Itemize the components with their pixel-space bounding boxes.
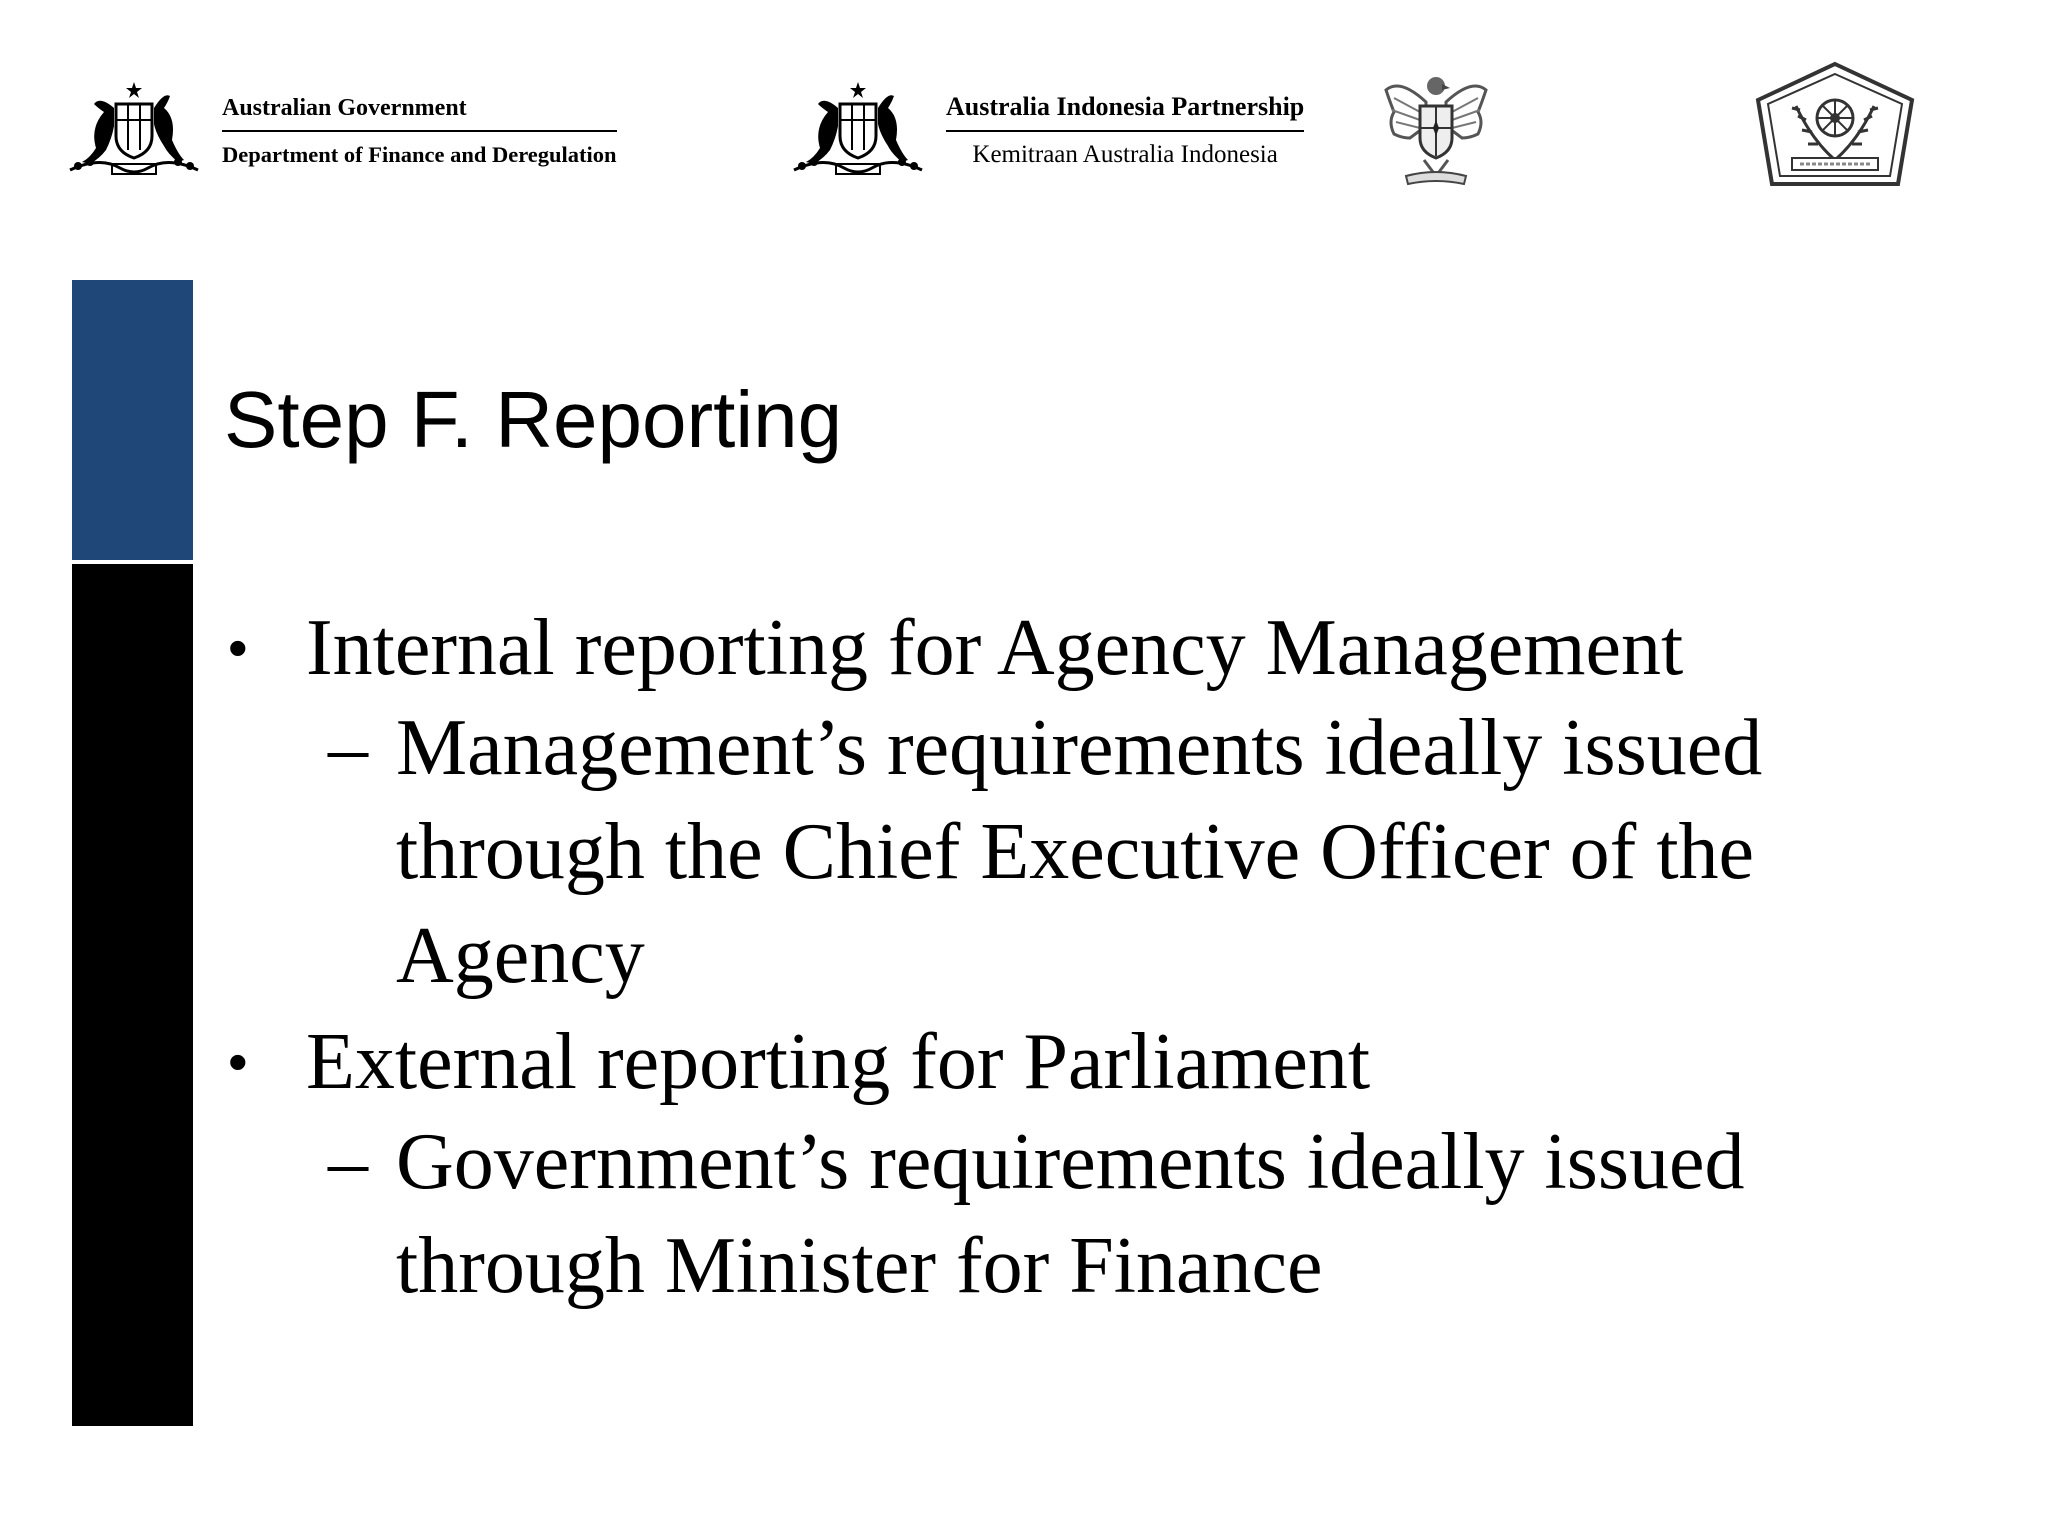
- dash-marker: –: [328, 704, 368, 792]
- bullet-marker: •: [228, 1030, 248, 1093]
- australian-coat-of-arms-icon: [60, 78, 208, 184]
- accent-bar-blue: [72, 280, 193, 560]
- partnership-subtitle: Kemitraan Australia Indonesia: [972, 141, 1278, 168]
- australian-government-text: [222, 94, 617, 168]
- sub-bullet-text: Government’s requirements ideally issued through Minister for Finance: [396, 1118, 1745, 1310]
- accent-bar-black: [72, 564, 193, 1426]
- bullet-text: Internal reporting for Agency Management: [306, 604, 1684, 692]
- ministry-of-finance-seal-icon: [1752, 60, 1918, 188]
- partnership-name: Australia Indonesia Partnership: [946, 92, 1304, 132]
- bullet-item: [224, 1014, 2024, 1110]
- bullet-text: External reporting for Parliament: [306, 1018, 1371, 1106]
- garuda-pancasila-emblem-icon: [1380, 72, 1492, 190]
- sub-bullet-item: [224, 1110, 1924, 1318]
- partnership-logo: [784, 78, 1304, 184]
- sub-bullet-text: Management’s requirements ideally issued through the Chief Executive Officer of the Agency: [396, 704, 1763, 1000]
- bullet-list: [224, 600, 2024, 1318]
- partnership-text: [946, 92, 1304, 170]
- australian-government-logo: [60, 78, 617, 184]
- australian-coat-of-arms-icon: [784, 78, 932, 184]
- government-name: Australian Government: [222, 94, 617, 132]
- sub-bullet-item: [224, 696, 1924, 1008]
- bullet-marker: •: [228, 616, 248, 679]
- dash-marker: –: [328, 1118, 368, 1206]
- slide-title: Step F. Reporting: [224, 375, 843, 464]
- bullet-item: [224, 600, 2024, 696]
- department-name: Department of Finance and Deregulation: [222, 142, 617, 167]
